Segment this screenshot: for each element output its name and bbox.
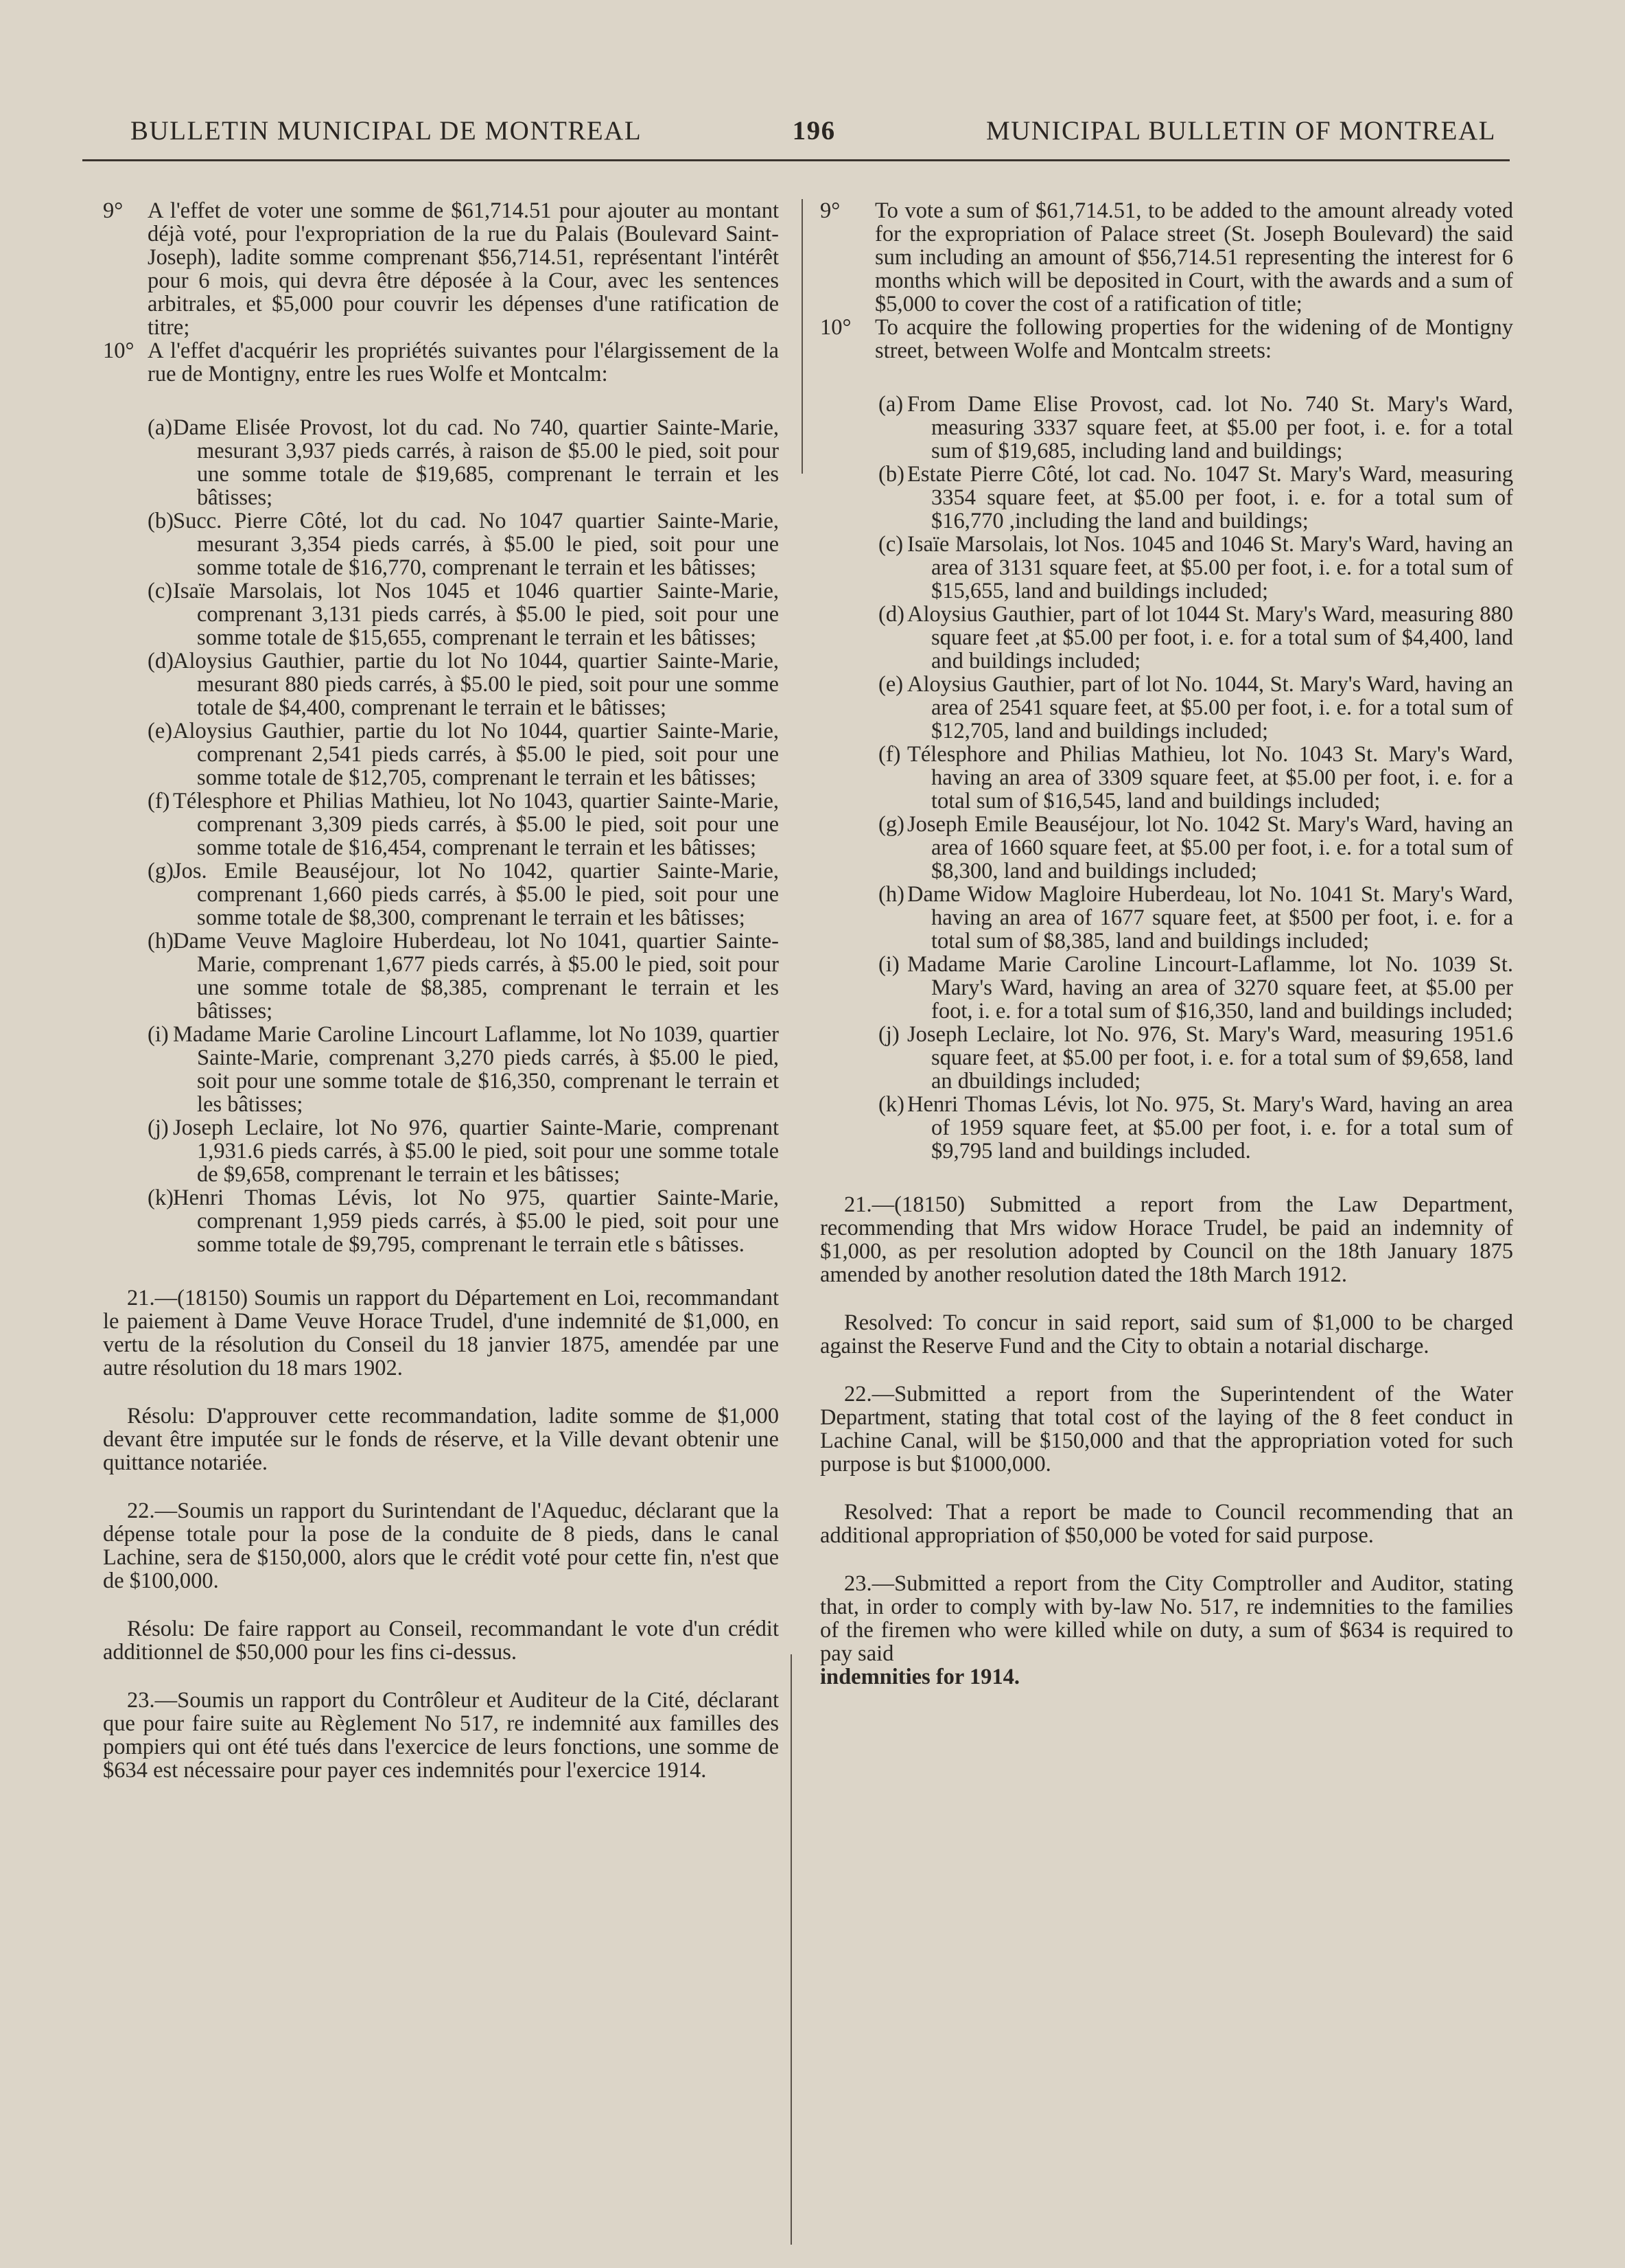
english-column (820, 199, 1513, 1689)
page-number: 196 (792, 116, 836, 146)
property-item (103, 579, 779, 649)
property-label: (b) (878, 462, 904, 487)
property-label: (g) (148, 859, 174, 883)
property-item (103, 649, 779, 719)
item-label: 10° (103, 338, 135, 363)
property-item (820, 953, 1513, 1023)
property-item (820, 883, 1513, 953)
property-item (820, 533, 1513, 603)
resolution-21-en: Resolved: To concur in said report, said sum of $1,000 to be charged against the Reserve Fund and the City to obtain a notarial discharge. (820, 1310, 1513, 1358)
section-23-en-end: indemnities for 1914. (820, 1665, 1020, 1689)
header-title-french: BULLETIN MUNICIPAL DE MONTREAL (130, 116, 642, 146)
property-text: Estate Pierre Côté, lot cad. No. 1047 St. Mary's Ward, measuring 3354 square feet, at $5.00 per foot, i. e. for a total sum of $16,770 ,including the land and buildings; (907, 462, 1513, 533)
item-10-fr (103, 339, 779, 386)
property-item (103, 789, 779, 859)
spacer (103, 1380, 779, 1404)
property-text: Dame Elisée Provost, lot du cad. No 740, quartier Sainte-Marie, mesurant 3,937 pieds carrés, à raison de $5.00 le pied, soit pour une somme totale de $19,685, comprenant le terrain et les bâtisses; (173, 415, 779, 510)
property-text: Madame Marie Caroline Lincourt Laflamme, lot No 1039, quartier Sainte-Marie, comprenant 3,270 pieds carrés, à $5.00 le pied, soit pour une somme totale de $16,350, comprenant le terrain et les bâtisses; (173, 1022, 779, 1117)
spacer (103, 1593, 779, 1617)
property-item (820, 813, 1513, 883)
property-label: (d) (878, 602, 904, 627)
property-label: (f) (148, 789, 170, 813)
property-item (103, 719, 779, 789)
section-21-fr: 21.—(18150) Soumis un rapport du Département en Loi, recommandant le paiement à Dame Veuve Horace Trudel, d'une indemnité de $1,000, en vertu de la résolution du Conseil du 18 janvier 1875, amendée par une autre résolution du 18 mars 1902. (103, 1286, 779, 1380)
property-list-en (820, 393, 1513, 1163)
item-label: 9° (820, 198, 841, 223)
property-item (820, 603, 1513, 673)
spacer (103, 386, 779, 416)
property-text: Joseph Leclaire, lot No. 976, St. Mary's Ward, measuring 1951.6 square feet, at $5.00 per foot, i. e. for a total sum of $9,658, land an dbuildings included; (907, 1022, 1513, 1094)
resolution-21-fr: Résolu: D'approuver cette recommandation, ladite somme de $1,000 devant être imputée sur le fonds de réserve, et la Ville devant obtenir une quittance notariée. (103, 1404, 779, 1475)
property-text: Jos. Emile Beauséjour, lot No 1042, quartier Sainte-Marie, comprenant 1,660 pieds carrés, à $5.00 le pied, soit pour une somme totale de $8,300, comprenant le terrain et les bâtisses; (173, 859, 779, 930)
property-text: From Dame Elise Provost, cad. lot No. 740 St. Mary's Ward, measuring 3337 square feet, at $5.00 per foot, i. e. for a total sum of $19,685, including land and buildings; (907, 392, 1513, 463)
property-item (820, 1023, 1513, 1093)
property-label: (b) (148, 509, 174, 533)
page-header (130, 115, 1496, 146)
section-23-fr: 23.—Soumis un rapport du Contrôleur et Auditeur de la Cité, déclarant que pour faire suite au Règlement No 517, re indemnité aux familles des pompiers qui ont été tués dans l'exercice de leurs fonctions, une somme de $634 est nécessaire pour payer ces indemnités pour l'exercice 1914. (103, 1688, 779, 1783)
property-item (820, 1093, 1513, 1163)
property-label: (e) (148, 719, 173, 743)
section-22-fr: 22.—Soumis un rapport du Surintendant de l'Aqueduc, déclarant que la dépense totale pour la pose de la conduite de 8 pieds, dans le canal Lachine, sera de $150,000, alors que le crédit voté pour cette fin, n'est que de $100,000. (103, 1498, 779, 1593)
property-label: (j) (878, 1022, 900, 1047)
property-label: (g) (878, 812, 904, 837)
property-label: (k) (878, 1092, 904, 1117)
column-divider-bottom (791, 1654, 792, 2245)
property-label: (h) (878, 882, 904, 907)
property-list-fr (103, 416, 779, 1256)
property-text: Joseph Leclaire, lot No 976, quartier Sainte-Marie, comprenant 1,931.6 pieds carrés, à $5.00 le pied, soit pour une somme totale de $9,658, comprenant le terrain et les bâtisses; (173, 1115, 779, 1187)
property-label: (i) (148, 1022, 169, 1047)
property-text: Succ. Pierre Côté, lot du cad. No 1047 quartier Sainte-Marie, mesurant 3,354 pieds carrés, à $5.00 le pied, soit pour une somme totale de $16,770, comprenant le terrain et les bâtisses; (173, 509, 779, 580)
property-item (820, 673, 1513, 743)
property-item (820, 463, 1513, 533)
property-item (103, 416, 779, 509)
property-label: (k) (148, 1185, 174, 1210)
property-text: Henri Thomas Lévis, lot No 975, quartier Sainte-Marie, comprenant 1,959 pieds carrés, à $5.00 le pied, soit pour une somme totale de $9,795, comprenant le terrain etle s bâtisses. (173, 1185, 779, 1257)
property-text: Henri Thomas Lévis, lot No. 975, St. Mary's Ward, having an area of 1959 square feet, at $5.00 per foot, i. e. for a total sum of $9,795 land and buildings included. (907, 1092, 1513, 1164)
item-label: 10° (820, 315, 852, 340)
property-label: (a) (878, 392, 904, 417)
property-label: (d) (148, 649, 174, 673)
property-text: Aloysius Gauthier, part of lot 1044 St. Mary's Ward, measuring 880 square feet ,at $5.00 per foot, i. e. for a total sum of $4,400, land and buildings included; (907, 602, 1513, 673)
property-item (103, 1023, 779, 1116)
spacer (820, 1358, 1513, 1382)
property-text: Aloysius Gauthier, part of lot No. 1044, St. Mary's Ward, having an area of 2541 square feet, at $5.00 per foot, i. e. for a total sum of $12,705, land and buildings included; (907, 672, 1513, 743)
property-text: Télesphore et Philias Mathieu, lot No 1043, quartier Sainte-Marie, comprenant 3,309 pieds carrés, à $5.00 le pied, soit pour une somme totale de $16,454, comprenant le terrain et les bâtisses; (173, 789, 779, 860)
property-item (820, 743, 1513, 813)
property-text: Dame Widow Magloire Huberdeau, lot No. 1041 St. Mary's Ward, having an area of 1677 square feet, at $500 per foot, i. e. for a total sum of $8,385, land and buildings included; (907, 882, 1513, 953)
property-label: (i) (878, 952, 900, 977)
property-label: (c) (148, 579, 173, 603)
property-text: Isaïe Marsolais, lot Nos 1045 et 1046 quartier Sainte-Marie, comprenant 3,131 pieds carrés, à $5.00 le pied, soit pour une somme totale de $15,655, comprenant le terrain et les bâtisses; (173, 579, 779, 650)
resolution-22-fr: Résolu: De faire rapport au Conseil, recommandant le vote d'un crédit additionnel de $50,000 pour les fins ci-dessus. (103, 1617, 779, 1665)
header-rule (82, 159, 1510, 161)
property-label: (e) (878, 672, 904, 697)
item-text: A l'effet d'acquérir les propriétés suivantes pour l'élargissement de la rue de Montigny, entre les rues Wolfe et Montcalm: (148, 338, 779, 386)
property-item (103, 929, 779, 1023)
property-label: (f) (878, 742, 901, 767)
property-text: Aloysius Gauthier, partie du lot No 1044, quartier Sainte-Marie, mesurant 880 pieds carrés, à $5.00 le pied, soit pour une somme totale de $4,400, comprenant le terrain et le bâtisses; (173, 649, 779, 720)
spacer (820, 362, 1513, 393)
french-column (103, 199, 779, 1782)
section-21-en: 21.—(18150) Submitted a report from the Law Department, recommending that Mrs widow Horace Trudel, be paid an indemnity of $1,000, as per resolution adopted by Council on the 18th January 1875 amended by another resolution dated the 18th March 1912. (820, 1192, 1513, 1287)
spacer (820, 1163, 1513, 1193)
item-text: A l'effet de voter une somme de $61,714.51 pour ajouter au montant déjà voté, pour l'expropriation de la rue du Palais (Boulevard Saint-Joseph), ladite somme comprenant $56,714.51, représentant l'intérêt pour 6 mois, qui devra être déposée à la Cour, avec les sentences arbitrales, et $5,000 pour couvrir les dépenses d'une ratification de titre; (148, 198, 779, 340)
section-22-en: 22.—Submitted a report from the Superintendent of the Water Department, stating that total cost of the laying of the 8 feet conduct in Lachine Canal, will be $150,000 and that the appropriation voted for such purpose is but $1000,000. (820, 1382, 1513, 1477)
property-label: (j) (148, 1115, 169, 1140)
spacer (103, 1474, 779, 1499)
header-title-english: MUNICIPAL BULLETIN OF MONTREAL (985, 116, 1496, 146)
property-item (820, 393, 1513, 463)
item-9-en (820, 199, 1513, 316)
item-10-en (820, 316, 1513, 362)
property-item (103, 509, 779, 579)
property-text: Dame Veuve Magloire Huberdeau, lot No 1041, quartier Sainte-Marie, comprenant 1,677 pieds carrés, à $5.00 le pied, soit pour une somme totale de $8,385, comprenant le terrain et les bâtisses; (173, 929, 779, 1023)
property-item (103, 1186, 779, 1256)
section-23-en: 23.—Submitted a report from the City Comptroller and Auditor, stating that, in order to comply with by-law No. 517, re indemnities to the families of the firemen who were killed while on duty, a sum of $634 is required to pay said (820, 1571, 1513, 1666)
item-label: 9° (103, 198, 124, 223)
resolution-22-en: Resolved: That a report be made to Council recommending that an additional appropriation of $50,000 be voted for said purpose. (820, 1500, 1513, 1548)
property-text: Joseph Emile Beauséjour, lot No. 1042 St. Mary's Ward, having an area of 1660 square feet, at $5.00 per foot, i. e. for a total sum of $8,300, land and buildings included; (907, 812, 1513, 883)
property-text: Madame Marie Caroline Lincourt-Laflamme, lot No. 1039 St. Mary's Ward, having an area of 3270 square feet, at $5.00 per foot, i. e. for a total sum of $16,350, land and buildings included; (907, 952, 1513, 1023)
spacer (820, 1476, 1513, 1501)
item-9-fr (103, 199, 779, 339)
property-item (103, 859, 779, 929)
spacer (820, 1286, 1513, 1311)
column-divider-top (802, 199, 803, 474)
item-text: To vote a sum of $61,714.51, to be added to the amount already voted for the expropriation of Palace street (St. Joseph Boulevard) the said sum including an amount of $56,714.51 representing the interest for 6 months which will be deposited in Court, with the awards and a sum of $5,000 to cover the cost of a ratification of title; (875, 198, 1513, 316)
property-label: (a) (148, 415, 173, 440)
item-text: To acquire the following properties for the widening of de Montigny street, between Wolfe and Montcalm streets: (875, 315, 1513, 363)
property-item (103, 1116, 779, 1186)
spacer (103, 1256, 779, 1286)
spacer (820, 1547, 1513, 1572)
property-text: Isaïe Marsolais, lot Nos. 1045 and 1046 St. Mary's Ward, having an area of 3131 square feet, at $5.00 per foot, i. e. for a total sum of $15,655, land and buildings included; (907, 532, 1513, 603)
spacer (103, 1664, 779, 1689)
property-text: Aloysius Gauthier, partie du lot No 1044, quartier Sainte-Marie, comprenant 2,541 pieds carrés, à $5.00 le pied, soit pour une somme totale de $12,705, comprenant le terrain et les bâtisses; (173, 719, 779, 790)
property-text: Télesphore and Philias Mathieu, lot No. 1043 St. Mary's Ward, having an area of 3309 square feet, at $5.00 per foot, i. e. for a total sum of $16,545, land and buildings included; (907, 742, 1513, 813)
property-label: (h) (148, 929, 174, 953)
property-label: (c) (878, 532, 904, 557)
